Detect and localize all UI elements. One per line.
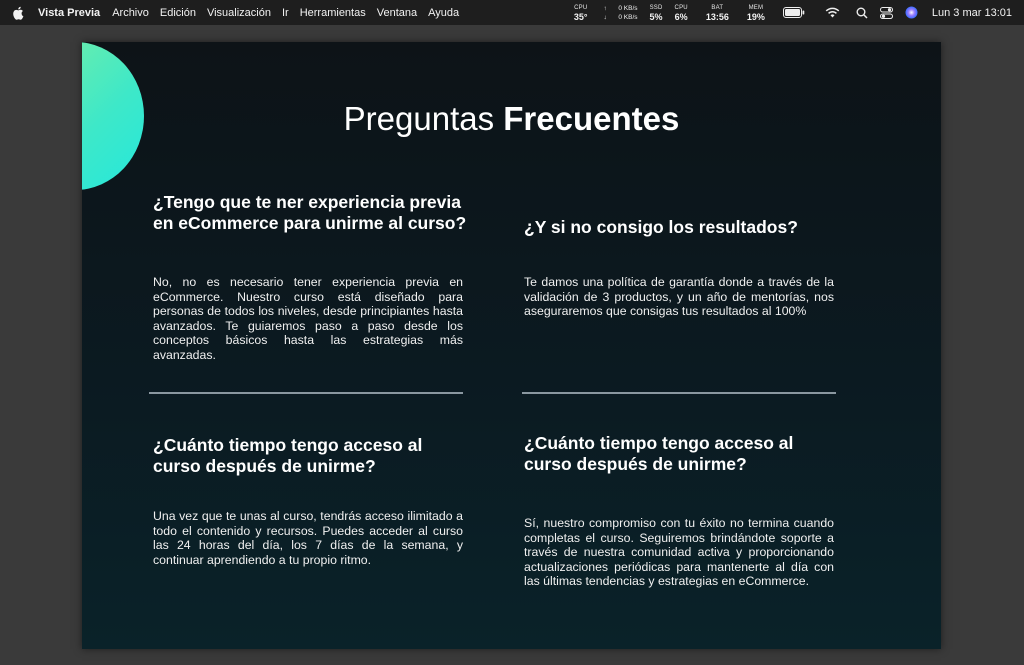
arrow-up-icon: ↑ — [603, 4, 607, 12]
wifi-icon[interactable] — [825, 7, 840, 18]
faq-question-4: ¿Cuánto tiempo tengo acceso al curso después de unirme? — [524, 433, 794, 474]
memory-value: 19% — [746, 11, 765, 22]
battery-icon[interactable] — [783, 7, 805, 18]
page-title — [82, 100, 941, 138]
document-page — [82, 42, 941, 649]
search-icon[interactable] — [856, 7, 868, 19]
battery-value: 13:56 — [705, 11, 729, 22]
net-up-value: 0 KB/s — [618, 4, 638, 12]
faq-answer-4: Sí, nuestro compromiso con tu éxito no termina cuando completas el curso. Seguiremos brindándote soporte a través de nuestra comunidad activa y proporcionando actualizaciones periódicas para mantenerte al día con las últimas tendencias y estrategias en eCommerce. — [524, 516, 834, 589]
apple-menu-icon[interactable] — [12, 6, 26, 20]
menu-app-name[interactable]: Vista Previa — [38, 6, 101, 19]
arrow-down-icon: ↓ — [603, 13, 607, 21]
battery-stat[interactable] — [706, 4, 729, 22]
menu-visualizacion[interactable]: Visualización — [206, 6, 271, 19]
control-center-icon[interactable] — [880, 7, 893, 19]
faq-question-1: ¿Tengo que te ner experiencia previa en eCommerce para unirme al curso? — [153, 192, 467, 233]
faq-answer-3: Una vez que te unas al curso, tendrás acceso ilimitado a todo el contenido y recursos. Puedes acceder al curso las 24 horas del día, los 7 días de la semana, y continuar aprendiendo a tu propio ritmo. — [153, 509, 463, 567]
menu-ventana[interactable]: Ventana — [376, 6, 418, 19]
menu-herramientas[interactable]: Herramientas — [299, 6, 366, 19]
divider-left — [149, 392, 463, 394]
status-area — [568, 0, 1024, 25]
divider-right — [522, 392, 836, 394]
menu-ayuda[interactable]: Ayuda — [428, 6, 460, 19]
ssd-value: 5% — [649, 11, 663, 22]
faq-answer-1: No, no es necesario tener experiencia previa en eCommerce. Nuestro curso está diseñado para personas de todos los niveles, desde principiantes hasta avanzados. Te guiaremos paso a paso desde los conceptos básicos hasta las estrategias más avanzadas. — [153, 275, 463, 362]
cpu-stat[interactable] — [675, 4, 688, 22]
title-bold: Frecuentes — [503, 100, 680, 137]
cpu-temp-label: CPU — [574, 4, 588, 11]
network-stat[interactable] — [604, 4, 638, 22]
menu-clock[interactable]: Lun 3 mar 13:01 — [931, 6, 1012, 19]
faq-answer-2: Te damos una política de garantía donde a través de la validación de 3 productos, y un año de mentorías, nos aseguraremos que consigas tus resultados al 100% — [524, 275, 834, 319]
cpu-temp-value: 35° — [573, 11, 588, 22]
menu-ir[interactable]: Ir — [281, 6, 289, 19]
faq-question-2: ¿Y si no consigo los resultados? — [524, 217, 798, 237]
menu-archivo[interactable]: Archivo — [112, 6, 149, 19]
cpu-value: 6% — [674, 11, 688, 22]
battery-label: BAT — [711, 4, 724, 11]
siri-icon[interactable] — [905, 6, 918, 19]
ssd-stat[interactable] — [650, 4, 663, 22]
faq-question-3: ¿Cuánto tiempo tengo acceso al curso después de unirme? — [153, 435, 423, 476]
memory-stat[interactable] — [747, 4, 765, 22]
menu-bar — [0, 0, 1024, 25]
cpu-temp-stat[interactable] — [574, 4, 588, 22]
net-down-value: 0 KB/s — [618, 13, 638, 21]
ssd-label: SSD — [649, 4, 663, 11]
memory-label: MEM — [748, 4, 764, 11]
cpu-label: CPU — [674, 4, 688, 11]
title-light: Preguntas — [343, 100, 495, 137]
menu-edicion[interactable]: Edición — [159, 6, 196, 19]
